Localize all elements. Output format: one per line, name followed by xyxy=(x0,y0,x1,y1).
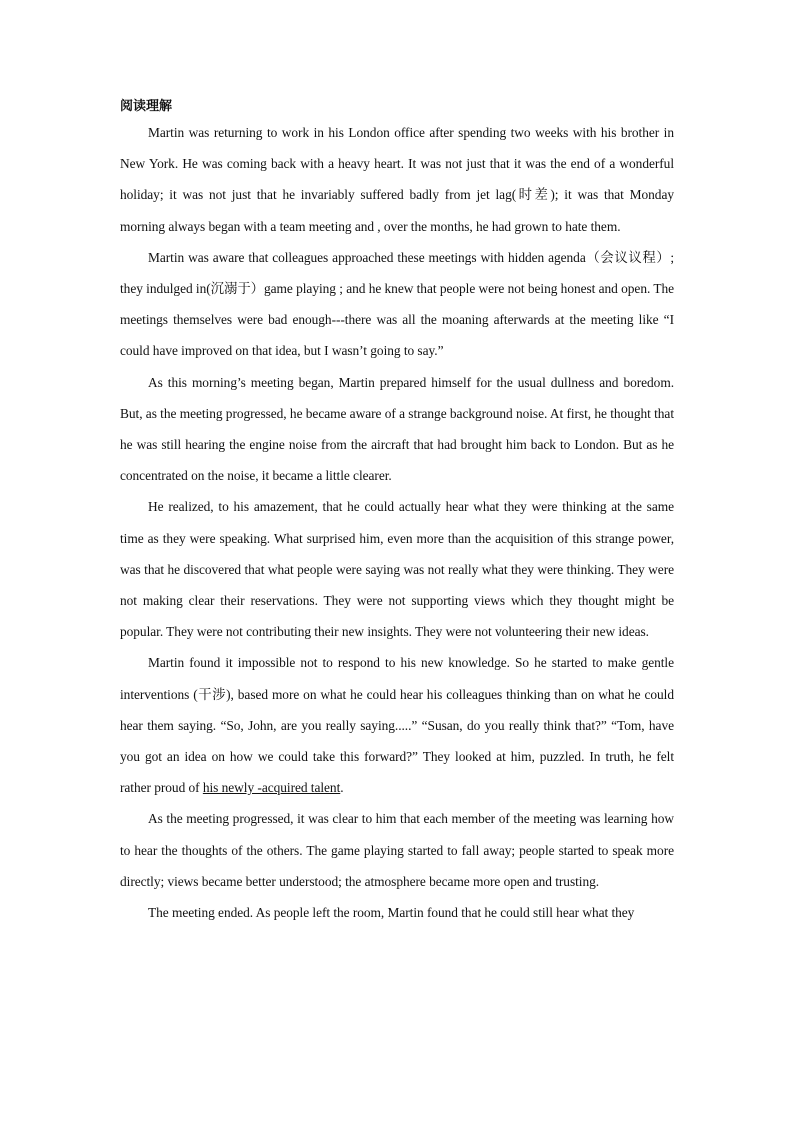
paragraph-5-end: . xyxy=(340,780,344,796)
paragraph-5-text: Martin found it impossible not to respond to his new knowledge. So he started to make gentle interventions (干涉), based more on what he could hear his colleagues thinking than on what he could hear them saying. “So, John, are you really saying.....” “Susan, do you really think that?” “Tom, have you got an idea on how we could take this forward?” They looked at him, puzzled. In truth, he felt rather proud of xyxy=(120,655,674,796)
underlined-phrase: his newly -acquired talent xyxy=(202,780,341,796)
paragraph-1: Martin was returning to work in his London office after spending two weeks with his brother in New York. He was coming back with a heavy heart. It was not just that it was the end of a wonderful holiday; it was not just that he invariably suffered badly from jet lag(时差); it was that Monday morning always began with a team meeting and , over the months, he had grown to hate them. xyxy=(120,125,674,234)
paragraph-3: As this morning’s meeting began, Martin prepared himself for the usual dullness and boredom. But, as the meeting progressed, he became aware of a strange background noise. At first, he thought that he was still hearing the engine noise from the aircraft that had brought him back to London. But as he concentrated on the noise, it became a little clearer. xyxy=(120,374,674,484)
paragraph-5 xyxy=(120,647,674,803)
paragraph-2: Martin was aware that colleagues approached these meetings with hidden agenda（会议议程）; they indulged in(沉溺于）game playing ; and he knew that people were not being honest and open. The meetings themselves were bad enough---there was all the moaning afterwards at the meeting like “I could have improved on that idea, but I wasn’t going to say.” xyxy=(120,249,674,359)
paragraph-4: He realized, to his amazement, that he could actually hear what they were thinking at the same time as they were speaking. What surprised him, even more than the acquisition of this strange power, was that he discovered that what people were saying was not really what they were thinking. They were not making clear their reservations. They were not supporting views which they thought might be popular. They were not contributing their new insights. They were not volunteering their new ideas. xyxy=(120,499,674,640)
document-page xyxy=(120,96,674,928)
section-title: 阅读理解 xyxy=(120,99,173,114)
paragraph-7: The meeting ended. As people left the room, Martin found that he could still hear what they xyxy=(148,905,635,921)
paragraph-6: As the meeting progressed, it was clear to him that each member of the meeting was learning how to hear the thoughts of the others. The game playing started to fall away; people started to speak more directly; views became better understood; the atmosphere became more open and trusting. xyxy=(120,811,674,889)
